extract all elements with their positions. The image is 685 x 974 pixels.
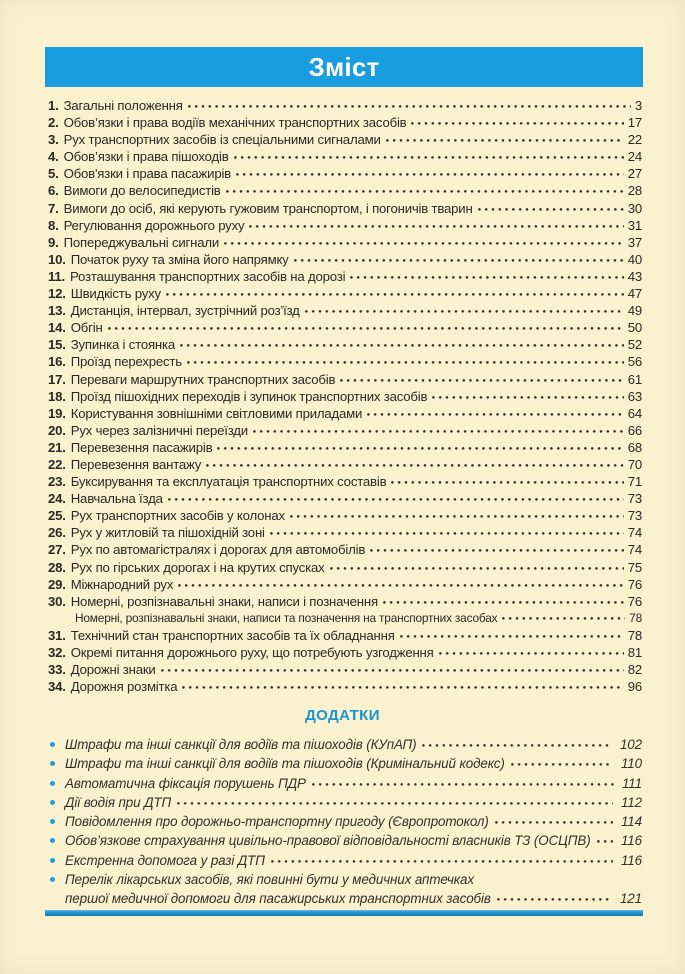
toc-item [48,97,642,114]
toc-item-title: Дистанція, інтервал, зустрічний роз’їзд [70,303,300,319]
toc-item-number: 9. [48,234,59,250]
toc-item [48,353,642,370]
toc-item-number: 17. [48,371,66,387]
toc-item-number: 5. [48,166,59,182]
toc-item [48,627,642,644]
toc-item-title: Рух у житловій та пішохідній зоні [70,525,265,541]
appendix-item [48,870,642,889]
toc-item-number: 4. [48,149,59,165]
appendix-item-page: 111 [621,775,642,791]
toc-item [48,148,642,165]
toc-item-number: 13. [48,303,66,319]
appendix-item-title: Перелік лікарських засобів, які повинні бути у медичних аптечках [65,872,474,888]
appendix-item-title: Штрафи та інші санкції для водіїв та пішоходів (КУпАП) [65,737,417,752]
toc-item [48,182,642,199]
toc-item-title: Зупинка і стоянка [70,337,175,353]
toc-item [48,319,642,336]
toc-item [48,456,642,473]
appendix-item-page: 116 [620,852,642,868]
toc-item-number: 23. [48,474,66,490]
bullet-icon [50,781,55,786]
toc-item [48,576,642,593]
toc-item-title: Рух транспортних засобів із спеціальними сигналами [63,132,381,148]
appendix-item [48,812,642,831]
toc-item-number: 33. [48,662,66,678]
toc-item-title: Проїзд перехресть [70,354,182,370]
toc-item [48,217,642,234]
toc-item-number: 22. [48,456,66,472]
toc-item-page: 43 [627,268,642,284]
toc-item-title: Буксирування та експлуатація транспортних составів [70,474,387,490]
bottom-divider [45,910,643,916]
toc-item-page: 78 [629,610,642,625]
toc-item-number: 18. [48,388,66,404]
toc-item [48,251,642,268]
toc-item-title: Початок руху та зміна його напрямку [70,251,289,267]
toc-item-page: 70 [627,456,642,472]
toc-item-page: 24 [627,149,642,165]
toc-item-page: 75 [627,559,642,575]
toc-item-page: 71 [627,474,642,490]
toc-item-number: 12. [48,286,66,302]
toc-item-title: Навчальна їзда [70,491,163,507]
toc-item-page: 76 [627,576,642,592]
toc-item-number: 31. [48,627,66,643]
toc-item [48,661,642,678]
appendix-item-page: 121 [619,891,642,907]
toc-item [48,610,642,627]
toc-item-page: 52 [627,337,642,353]
appendix-item [48,793,642,812]
toc-item-page: 49 [627,303,642,319]
toc-item-title: Дорожня розмітка [70,679,178,695]
toc-item-title: Рух через залізничні переїзди [70,422,248,438]
appendix-item-title: Повідомлення про дорожньо-транспортну пригоду (Європротокол) [65,814,489,830]
toc-item-title: Номерні, розпізнавальні знаки, написи та позначення на транспортних засобах [75,610,498,625]
toc-item-number: 6. [48,183,59,199]
toc-item-number: 19. [48,405,66,421]
toc-item-number: 14. [48,320,66,336]
toc-item-title: Обов’язки і права водіїв механічних транспортних засобів [63,115,407,131]
appendix-item-title: Обов’язкове страхування цивільно-правової відповідальності власників ТЗ (ОСЦПВ) [65,833,591,849]
toc-item-page: 81 [627,645,642,660]
toc-item [48,131,642,148]
toc-item [48,285,642,302]
toc-item-page: 47 [627,286,642,302]
toc-item-number: 16. [48,354,66,370]
toc-item-page: 74 [627,525,642,541]
toc-item-number: 34. [48,679,66,695]
toc-item-title: Перевезення вантажу [70,456,202,472]
appendix-item-title: Автоматична фіксація порушень ПДР [65,775,306,791]
toc-item-number: 24. [48,491,66,507]
toc-item-page: 73 [627,491,642,507]
toc-item-number: 7. [48,200,59,216]
toc-item-number: 15. [48,337,66,353]
bullet-icon [50,819,55,824]
appendix-item-page: 114 [620,814,642,830]
toc-item-number: 21. [48,439,66,455]
appendix-item [48,889,642,908]
appendix-item [48,831,642,850]
toc-item [48,507,642,524]
toc-item [48,268,642,285]
toc-item-title: Рух по гірських дорогах і на крутих спусках [70,559,325,575]
toc-item-title: Рух транспортних засобів у колонах [70,508,285,524]
toc-item-number: 25. [48,508,66,524]
toc-item-page: 74 [627,542,642,558]
toc-item-title: Перевезення пасажирів [70,439,213,455]
toc-item [48,405,642,422]
toc-item-title: Окремі питання дорожнього руху, що потребують узгодження [70,645,434,660]
appendix-item-title: Екстренна допомога у разі ДТП [65,852,265,868]
toc-item-number: 11. [48,268,66,284]
toc-item-page: 17 [627,115,642,131]
toc-item-number: 2. [48,115,59,131]
toc-item-title: Рух по автомагістралях і дорогах для автомобілів [70,542,366,558]
toc-item-number: 20. [48,422,66,438]
toc-item-title: Обгін [70,320,103,336]
toc-item-title: Обов’язки і права пішоходів [63,149,229,165]
toc-item [48,234,642,251]
toc-item-page: 64 [627,405,642,421]
toc-item [48,473,642,490]
toc-item [48,200,642,217]
toc-item-title: Розташування транспортних засобів на дорозі [70,268,346,284]
appendix-heading: ДОДАТКИ [305,707,380,724]
toc-item [48,422,642,439]
toc-item-page: 22 [627,132,642,148]
bullet-icon [50,877,55,882]
toc-item [48,541,642,558]
toc-item-page: 31 [627,217,642,233]
toc-item-title: Користування зовнішніми світловими приладами [70,405,363,421]
toc-item-title: Проїзд пішохідних переходів і зупинок транспортних засобів [70,388,428,404]
toc-item-page: 82 [627,662,642,678]
toc-item-number: 30. [48,593,66,609]
toc-item-title: Вимоги до осіб, які керують гужовим транспортом, і погоничів тварин [63,200,473,216]
toc-item-page: 78 [627,627,642,643]
toc-item-number: 3. [48,132,59,148]
toc-item-page: 76 [627,593,642,609]
appendix-item [48,735,642,754]
toc-item-title: Загальні положення [63,98,183,113]
toc-item-page: 66 [627,422,642,438]
toc-item [48,490,642,507]
toc-item [48,678,642,695]
appendix-list [48,735,642,909]
toc-list [48,97,642,695]
appendix-item-page: 116 [620,833,642,849]
toc-item-title: Міжнародний рух [70,576,174,592]
toc-item [48,371,642,388]
bullet-icon [50,838,55,843]
toc-item-number: 8. [48,217,59,233]
bullet-icon [50,742,55,747]
toc-item [48,302,642,319]
toc-item [48,388,642,405]
toc-item-page: 68 [627,439,642,455]
toc-item-title: Технічний стан транспортних засобів та їх обладнання [70,627,395,643]
page-title: Зміст [308,51,380,82]
toc-item-title: Швидкість руху [70,286,161,302]
toc-item-title: Переваги маршрутних транспортних засобів [70,371,336,387]
appendix-item-title: Дії водія при ДТП [65,794,172,810]
toc-item-number: 29. [48,576,66,592]
toc-item-page: 63 [627,388,642,404]
toc-item-page: 40 [627,251,642,267]
bullet-icon [50,800,55,805]
toc-item [48,114,642,131]
appendix-item-title: першої медичної допомоги для пасажирських транспортних засобів [65,891,491,907]
appendix-item-page: 102 [619,737,642,752]
toc-item-page: 28 [627,183,642,199]
toc-item [48,593,642,610]
toc-item-title: Регулювання дорожнього руху [63,217,245,233]
appendix-item [48,754,642,773]
appendix-item-title: Штрафи та інші санкції для водіїв та пішоходів (Кримінальний кодекс) [65,756,505,772]
bullet-icon [50,858,55,863]
toc-item-number: 1. [48,98,59,113]
toc-item-number: 10. [48,251,66,267]
toc-item-number: 28. [48,559,66,575]
toc-item-page: 30 [627,200,642,216]
toc-item [48,439,642,456]
toc-item-page: 56 [627,354,642,370]
toc-item-number: 32. [48,645,66,660]
bullet-icon [50,761,55,766]
toc-item-title: Номерні, розпізнавальні знаки, написи і позначення [70,593,378,609]
toc-item-number: 27. [48,542,66,558]
toc-item [48,336,642,353]
toc-item-page: 73 [627,508,642,524]
toc-item [48,559,642,576]
toc-item-number: 26. [48,525,66,541]
toc-item-page: 3 [634,98,642,113]
toc-item [48,524,642,541]
appendix-item [48,774,642,793]
toc-item-title: Дорожні знаки [70,662,156,678]
toc-item-title: Попереджувальні сигнали [63,234,220,250]
toc-item-title: Вимоги до велосипедистів [63,183,221,199]
toc-item-title: Обов'язки і права пасажирів [63,166,231,182]
appendix-item-page: 112 [620,794,642,810]
toc-item-page: 50 [627,320,642,336]
appendix-item-page: 110 [620,756,642,772]
toc-item [48,644,642,661]
toc-item-page: 61 [627,371,642,387]
toc-item-page: 27 [627,166,642,182]
toc-item-page: 96 [627,679,642,695]
toc-item [48,165,642,182]
contents-title-bar [45,47,643,87]
appendix-item [48,851,642,870]
toc-item-page: 37 [627,234,642,250]
